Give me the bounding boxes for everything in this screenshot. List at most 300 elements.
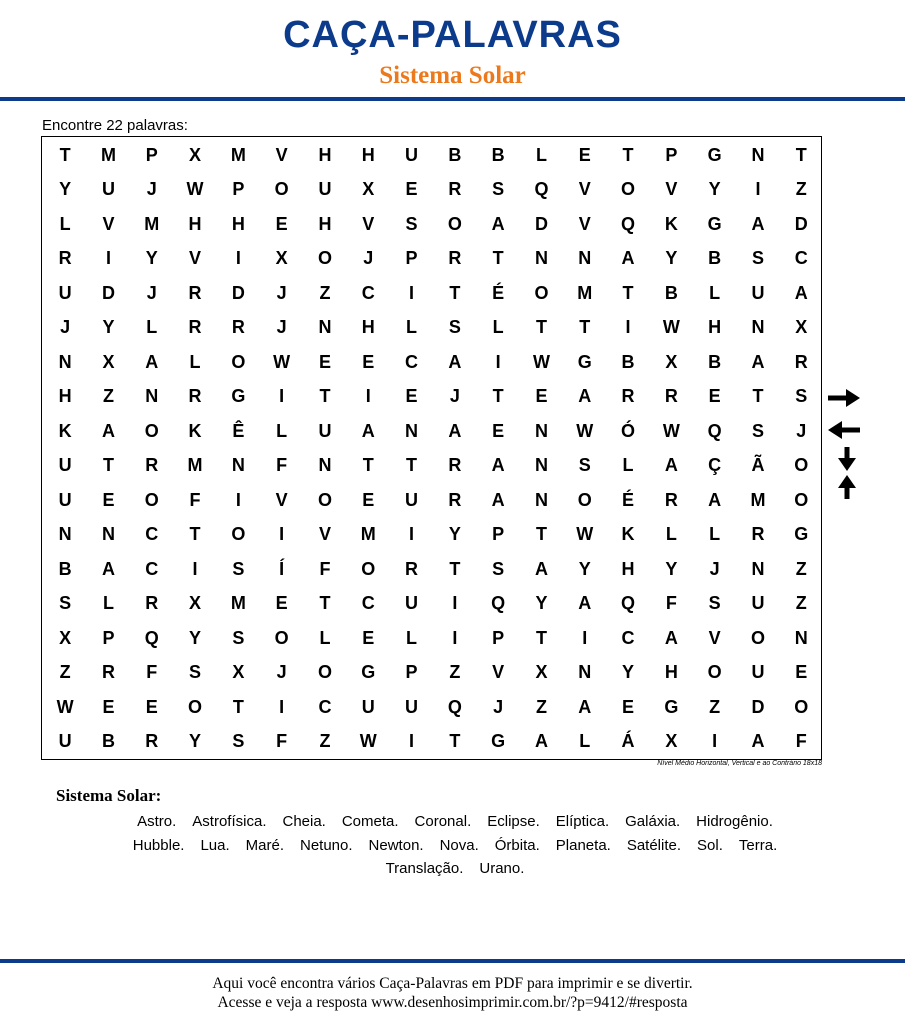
grid-cell: N: [405, 420, 419, 441]
grid-cell: U: [318, 179, 332, 199]
grid-cell: L: [579, 731, 591, 751]
grid-cell: W: [576, 524, 594, 544]
grid-cell: O: [231, 524, 246, 544]
grid-cell: S: [492, 558, 505, 579]
grid-cell: H: [318, 213, 332, 234]
word-list-item: Cometa.: [341, 813, 399, 830]
grid-cell: L: [665, 524, 677, 544]
word-list-item: Hubble.: [132, 836, 185, 854]
grid-cell: E: [622, 696, 635, 717]
footer-line-1: Aqui você encontra vários Caça-Palavras em PDF para imprimir e se divertir.: [212, 975, 693, 992]
grid-cell: G: [231, 386, 246, 406]
grid-cell: H: [664, 662, 678, 682]
grid-cell: Y: [535, 593, 548, 613]
grid-cell: S: [795, 386, 808, 406]
word-list-item: Cheia.: [282, 813, 326, 830]
word-list-item: Sol.: [697, 836, 723, 854]
grid-cell: G: [491, 731, 506, 751]
grid-cell: E: [362, 489, 375, 510]
grid-cell: X: [665, 731, 678, 751]
grid-cell: T: [535, 317, 547, 337]
grid-cell: S: [405, 213, 418, 234]
grid-cell: R: [188, 386, 202, 406]
grid-cell: D: [101, 282, 115, 303]
grid-cell: K: [58, 420, 72, 441]
grid-cell: Y: [189, 627, 202, 648]
grid-cell: I: [452, 593, 458, 613]
grid-cell: U: [58, 282, 72, 303]
grid-cell: M: [100, 144, 116, 165]
word-list-item: Terra.: [738, 836, 778, 854]
grid-cell: M: [230, 144, 246, 165]
grid-cell: L: [276, 420, 288, 441]
grid-cell: J: [146, 282, 157, 303]
grid-cell: E: [362, 627, 375, 648]
grid-cell: F: [146, 662, 158, 682]
grid-cell: Ó: [621, 420, 636, 441]
grid-cell: U: [101, 179, 115, 199]
grid-cell: N: [318, 317, 332, 337]
grid-cell: U: [58, 731, 72, 751]
grid-cell: J: [493, 696, 504, 717]
grid-cell: M: [750, 489, 766, 510]
grid-cell: L: [146, 317, 158, 337]
grid-cell: T: [449, 558, 461, 579]
grid-cell: T: [406, 455, 418, 475]
grid-cell: O: [621, 179, 636, 199]
grid-cell: N: [318, 455, 332, 475]
grid-cell: Y: [622, 662, 635, 682]
grid-cell: V: [665, 179, 678, 199]
grid-cell: W: [662, 420, 680, 441]
word-list-item: Urano.: [479, 860, 525, 877]
grid-cell: C: [318, 696, 332, 717]
grid-cell: Y: [59, 179, 72, 199]
grid-cell: C: [405, 351, 419, 372]
grid-cell: X: [189, 144, 202, 165]
grid-cell: O: [707, 662, 722, 682]
grid-cell: G: [577, 351, 592, 372]
grid-cell: U: [58, 455, 72, 475]
grid-cell: H: [231, 213, 245, 234]
grid-cell: E: [405, 179, 418, 199]
grid-cell: Z: [319, 731, 331, 751]
instructions: Encontre 22 palavras:: [42, 117, 188, 134]
word-list-item: Satélite.: [626, 836, 682, 854]
grid-cell: G: [707, 213, 722, 234]
grid-cell: T: [362, 455, 374, 475]
word-list-item: Eclipse.: [487, 813, 540, 830]
grid-cell: A: [708, 489, 722, 510]
grid-cell: X: [665, 351, 678, 372]
word-list-item: Newton.: [368, 836, 424, 854]
grid-cell: X: [102, 351, 115, 372]
grid-cell: R: [448, 489, 462, 510]
grid-cell: E: [275, 593, 288, 613]
grid-cell: T: [535, 627, 547, 648]
grid-cell: O: [794, 489, 809, 510]
grid-cell: S: [232, 627, 245, 648]
header-divider: [0, 97, 905, 101]
grid-cell: I: [235, 248, 241, 268]
grid-cell: O: [317, 662, 332, 682]
word-list-item: Elíptica.: [555, 813, 610, 830]
grid-cell: W: [273, 351, 291, 372]
grid-cell: R: [145, 593, 159, 613]
grid-cell: X: [535, 662, 548, 682]
grid-cell: X: [232, 662, 245, 682]
word-list-item: Planeta.: [555, 836, 611, 854]
grid-cell: A: [794, 282, 808, 303]
grid-cell: U: [751, 662, 765, 682]
grid-cell: T: [189, 524, 201, 544]
grid-cell: L: [492, 317, 504, 337]
word-list-line: [60, 857, 850, 881]
grid-cell: F: [189, 489, 201, 510]
grid-cell: Q: [447, 696, 462, 717]
grid-cell: T: [752, 386, 764, 406]
grid-cell: D: [231, 282, 245, 303]
grid-cell: R: [448, 455, 462, 475]
grid-cell: T: [319, 386, 331, 406]
grid-cell: A: [621, 248, 635, 268]
grid-cell: P: [492, 524, 505, 544]
grid-cell: T: [59, 144, 71, 165]
grid-cell: A: [664, 627, 678, 648]
grid-cell: G: [707, 144, 722, 165]
grid-cell: F: [665, 593, 677, 613]
grid-cell: O: [794, 455, 809, 475]
grid-cell: O: [274, 179, 289, 199]
arrow-up-icon: [837, 474, 857, 500]
grid-cell: H: [58, 386, 72, 406]
grid-cell: N: [58, 351, 72, 372]
grid-cell: O: [274, 627, 289, 648]
grid-cell: A: [491, 489, 505, 510]
grid-cell: E: [578, 144, 591, 165]
grid-cell: B: [491, 144, 505, 165]
grid-cell: R: [145, 455, 159, 475]
grid-cell: Ç: [708, 455, 722, 475]
grid-cell: A: [751, 351, 765, 372]
grid-cell: W: [532, 351, 550, 372]
grid-cell: X: [795, 317, 808, 337]
grid-cell: C: [361, 593, 375, 613]
grid-cell: J: [796, 420, 807, 441]
page-subtitle: Sistema Solar: [379, 62, 526, 89]
grid-cell: F: [319, 558, 331, 579]
grid-cell: Z: [319, 282, 331, 303]
arrow-left-icon: [826, 420, 862, 440]
footer: [0, 974, 905, 1012]
grid-cell: J: [709, 558, 720, 579]
grid-cell: P: [405, 662, 418, 682]
grid-cell: T: [102, 455, 114, 475]
grid-cell: N: [534, 420, 548, 441]
grid-cell: C: [794, 248, 808, 268]
grid-cell: S: [232, 558, 245, 579]
grid-cell: A: [448, 420, 462, 441]
grid-cell: Y: [448, 524, 461, 544]
grid-cell: V: [275, 144, 288, 165]
grid-cell: N: [578, 248, 592, 268]
grid-cell: L: [406, 627, 418, 648]
grid-cell: G: [361, 662, 376, 682]
grid-cell: E: [362, 351, 375, 372]
grid-cell: A: [361, 420, 375, 441]
grid-cell: I: [192, 558, 198, 579]
grid-cell: V: [362, 213, 375, 234]
grid-cell: F: [795, 731, 807, 751]
word-list-item: Nova.: [439, 836, 479, 854]
grid-cell: D: [751, 696, 765, 717]
grid-cell: N: [751, 144, 765, 165]
grid-cell: Y: [145, 248, 158, 268]
grid-cell: R: [145, 731, 159, 751]
grid-cell: Í: [279, 558, 285, 579]
grid-cell: B: [101, 731, 115, 751]
grid-cell: L: [406, 317, 418, 337]
grid-cell: O: [577, 489, 592, 510]
grid-cell: K: [621, 524, 635, 544]
grid-cell: T: [319, 593, 331, 613]
grid-cell: S: [751, 420, 764, 441]
grid-cell: J: [363, 248, 374, 268]
grid-cell: U: [318, 420, 332, 441]
grid-cell: N: [58, 524, 72, 544]
footer-line-2: Acesse e veja a resposta www.desenhosimprimir.com.br/?p=9412/#resposta: [217, 994, 688, 1011]
grid-cell: A: [664, 455, 678, 475]
grid-cell: A: [751, 731, 765, 751]
grid-cell: T: [232, 696, 244, 717]
grid-cell: V: [318, 524, 331, 544]
grid-cell: A: [448, 351, 462, 372]
grid-cell: B: [708, 351, 722, 372]
level-note: Nível Médio Horizontal, Vertical e ao Contrário 18x18: [657, 760, 822, 767]
grid-cell: U: [751, 282, 765, 303]
grid-cell: O: [317, 248, 332, 268]
grid-cell: I: [409, 524, 415, 544]
grid-cell: P: [145, 144, 158, 165]
grid-cell: V: [275, 489, 288, 510]
grid-cell: E: [102, 489, 115, 510]
grid-cell: R: [448, 179, 462, 199]
grid-cell: O: [144, 489, 159, 510]
grid-cell: L: [535, 144, 547, 165]
grid-cell: I: [409, 731, 415, 751]
grid-cell: K: [188, 420, 202, 441]
grid-cell: I: [452, 627, 458, 648]
grid-cell: Z: [709, 696, 721, 717]
grid-cell: E: [535, 386, 548, 406]
grid-cell: C: [621, 627, 635, 648]
grid-cell: L: [709, 524, 721, 544]
grid-cell: Ê: [232, 420, 245, 441]
grid-cell: P: [232, 179, 245, 199]
grid-cell: W: [576, 420, 594, 441]
grid-cell: J: [276, 662, 287, 682]
grid-cell: É: [622, 489, 635, 510]
grid-cell: A: [578, 593, 592, 613]
grid-cell: A: [578, 386, 592, 406]
grid-cell: O: [534, 282, 549, 303]
grid-cell: R: [405, 558, 419, 579]
word-list-item: Lua.: [200, 836, 230, 854]
grid-cell: Q: [621, 593, 636, 613]
grid-cell: H: [621, 558, 635, 579]
grid-cell: S: [59, 593, 72, 613]
grid-cell: I: [279, 696, 285, 717]
grid-cell: I: [279, 524, 285, 544]
grid-cell: S: [492, 179, 505, 199]
arrow-right-icon: [826, 388, 862, 408]
grid-cell: U: [405, 593, 419, 613]
grid-cell: A: [101, 420, 115, 441]
grid-cell: S: [751, 248, 764, 268]
grid-cell: O: [447, 213, 462, 234]
grid-cell: R: [448, 248, 462, 268]
grid-cell: N: [101, 524, 115, 544]
grid-cell: M: [144, 213, 160, 234]
grid-cell: J: [146, 179, 157, 199]
grid-cell: I: [712, 731, 718, 751]
grid-cell: Y: [189, 731, 202, 751]
grid-cell: Q: [707, 420, 722, 441]
grid-cell: G: [664, 696, 679, 717]
grid-cell: I: [495, 351, 501, 372]
word-list-item: Órbita.: [494, 836, 540, 854]
grid-cell: T: [622, 282, 634, 303]
grid-cell: T: [449, 731, 461, 751]
grid-cell: I: [105, 248, 111, 268]
grid-cell: A: [145, 351, 159, 372]
grid-cell: Á: [621, 731, 635, 751]
grid-cell: U: [751, 593, 765, 613]
grid-cell: X: [275, 248, 288, 268]
grid-cell: X: [362, 179, 375, 199]
grid-cell: N: [231, 455, 245, 475]
grid-cell: Z: [795, 179, 807, 199]
grid-cell: T: [579, 317, 591, 337]
grid-cell: E: [708, 386, 721, 406]
grid-cell: O: [317, 489, 332, 510]
grid-cell: B: [664, 282, 678, 303]
grid-cell: R: [188, 282, 202, 303]
grid-cell: Y: [708, 179, 721, 199]
grid-cell: Z: [102, 386, 114, 406]
grid-cell: L: [189, 351, 201, 372]
grid-cell: O: [144, 420, 159, 441]
word-list-item: Maré.: [245, 836, 284, 854]
grid-cell: Ã: [751, 455, 765, 475]
arrow-down-icon: [837, 446, 857, 472]
grid-cell: T: [492, 386, 504, 406]
grid-cell: N: [534, 455, 548, 475]
grid-cell: V: [708, 627, 721, 648]
grid-cell: M: [577, 282, 593, 303]
word-search-grid: [41, 136, 822, 760]
page-title: CAÇA-PALAVRAS: [283, 14, 622, 56]
grid-cell: P: [405, 248, 418, 268]
grid-cell: W: [662, 317, 680, 337]
grid-cell: M: [360, 524, 376, 544]
grid-cell: B: [621, 351, 635, 372]
grid-cell: P: [102, 627, 115, 648]
grid-cell: V: [102, 213, 115, 234]
grid-cell: O: [750, 627, 765, 648]
grid-cell: D: [534, 213, 548, 234]
grid-cell: A: [534, 558, 548, 579]
grid-cell: I: [755, 179, 761, 199]
grid-cell: W: [186, 179, 204, 199]
grid-cell: I: [365, 386, 371, 406]
grid-cell: Q: [534, 179, 549, 199]
grid-cell: S: [232, 731, 245, 751]
grid-cell: Z: [449, 662, 461, 682]
grid-cell: O: [794, 696, 809, 717]
grid-cell: E: [145, 696, 158, 717]
grid-cell: O: [231, 351, 246, 372]
grid-cell: L: [59, 213, 71, 234]
grid-cell: Y: [578, 558, 591, 579]
grid-cell: N: [751, 317, 765, 337]
grid-cell: T: [492, 248, 504, 268]
grid-cell: L: [709, 282, 721, 303]
word-list-title: Sistema Solar:: [56, 786, 162, 805]
footer-divider: [0, 959, 905, 963]
grid-cell: N: [534, 489, 548, 510]
grid-cell: L: [102, 593, 114, 613]
grid-cell: R: [58, 248, 72, 268]
grid-cell: R: [751, 524, 765, 544]
word-list-item: Translação.: [385, 860, 464, 877]
grid-cell: E: [102, 696, 115, 717]
grid-cell: O: [361, 558, 376, 579]
grid-cell: R: [664, 386, 678, 406]
word-list-item: Galáxia.: [625, 813, 681, 830]
grid-cell: I: [582, 627, 588, 648]
grid-cell: J: [276, 282, 287, 303]
grid-cell: C: [145, 558, 159, 579]
grid-cell: R: [794, 351, 808, 372]
grid-cell: S: [578, 455, 591, 475]
word-list-item: Astro.: [137, 813, 177, 830]
grid-cell: H: [361, 144, 375, 165]
grid-cell: U: [58, 489, 72, 510]
grid-cell: É: [492, 282, 505, 303]
grid-cell: C: [361, 282, 375, 303]
word-list-item: Netuno.: [300, 836, 353, 854]
word-list-item: Astrofísica.: [192, 813, 267, 830]
grid-cell: Z: [795, 593, 807, 613]
grid-cell: P: [665, 144, 678, 165]
grid-cell: X: [59, 627, 72, 648]
word-list-item: Hidrogênio.: [696, 813, 773, 830]
grid-cell: B: [448, 144, 462, 165]
grid-cell: R: [664, 489, 678, 510]
grid-cell: U: [405, 696, 419, 717]
grid-cell: Y: [665, 248, 678, 268]
grid-cell: E: [795, 662, 808, 682]
grid-cell: D: [794, 213, 808, 234]
grid-cell: K: [664, 213, 678, 234]
grid-cell: I: [625, 317, 631, 337]
grid-cell: U: [361, 696, 375, 717]
grid-cell: V: [578, 179, 591, 199]
grid-cell: L: [622, 455, 634, 475]
grid-cell: V: [492, 662, 505, 682]
grid-cell: A: [578, 696, 592, 717]
